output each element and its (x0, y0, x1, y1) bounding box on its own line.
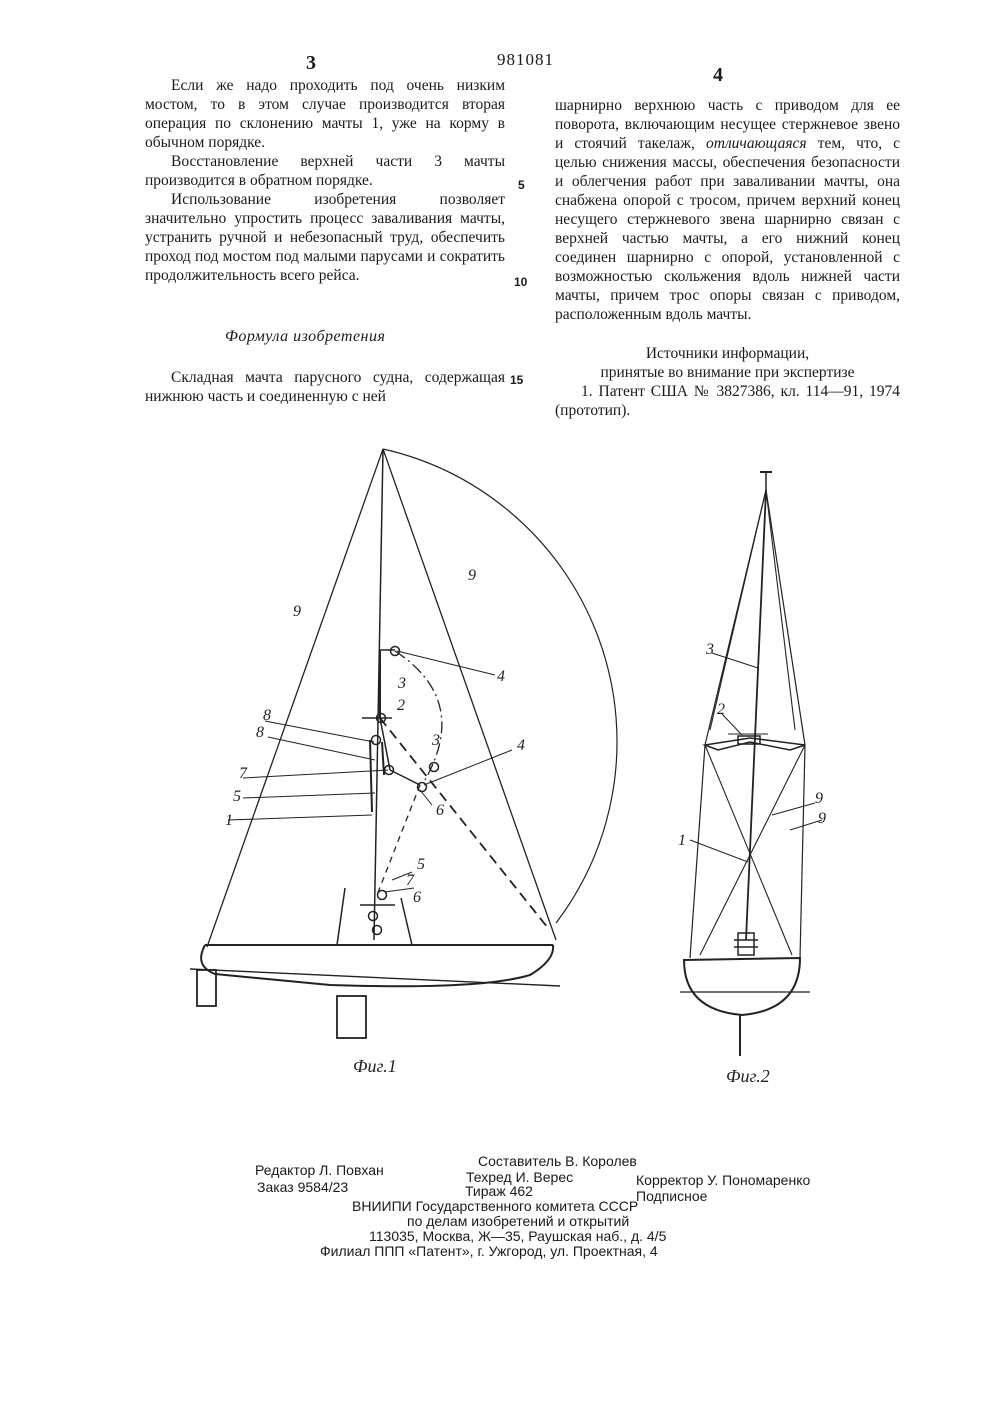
label-6: 6 (413, 889, 421, 906)
claims-continued (555, 96, 900, 324)
keel (337, 996, 366, 1038)
page-number-right: 4 (713, 64, 723, 86)
mast-line (374, 449, 383, 940)
slider-rail (370, 740, 372, 812)
figure-caption: Фиг.2 (726, 1066, 770, 1086)
sources-heading-line: Источники информации, (645, 345, 810, 362)
figure-2-labels (678, 641, 826, 1086)
step-block (738, 933, 754, 955)
label-9: 9 (293, 603, 301, 620)
label-8: 8 (256, 724, 264, 741)
label-8: 8 (263, 707, 271, 724)
label-5: 5 (233, 788, 241, 805)
leader (712, 653, 758, 668)
strut (380, 718, 390, 770)
label-2: 2 (717, 701, 725, 718)
corrector: Корректор У. Пономаренко (636, 1172, 811, 1188)
hinge (378, 891, 387, 900)
label-4: 4 (517, 737, 525, 754)
line-number: 10 (514, 275, 528, 289)
hinge (391, 647, 400, 656)
strut (390, 770, 420, 785)
hinge (377, 714, 386, 723)
subscription: Подписное (636, 1188, 708, 1204)
source-1: 1. Патент США № 3827386, кл. 114—91, 1974 (прототип). (555, 383, 900, 419)
paragraph: Складная мачта парусного судна, содержащая нижнюю часть и соединенную с ней (145, 369, 505, 405)
patent-number: 981081 (497, 50, 554, 69)
label-1: 1 (225, 812, 233, 829)
label-3: 3 (398, 675, 406, 692)
shroud (700, 745, 805, 955)
claims-text: тем, что, с целью снижения массы, обеспечения безопасности и облегчения работ при заваливании мачты, она снабжена опорой с тросом, причем верхний конец несущего стержневого звена шарнирно связан с верхней частью мачты, а его нижний конец соединен шарнирно с опорой, установленной с возможностью скольжения вдоль нижней части мачты, причем трос опоры связан с приводом, расположенным вдоль мачты. (555, 135, 901, 323)
label-5: 5 (417, 856, 425, 873)
paragraph: Использование изобретения позволяет значительно упростить процесс заваливания мачты, устранить ручной и небезопасный труд, обеспечить проход под мостом под малыми парусами и сократить продолжительность всего рейса. (145, 191, 505, 284)
leader (385, 888, 414, 892)
hull-section (684, 958, 800, 1015)
hinge (373, 926, 382, 935)
circulation: Тираж 462 (465, 1183, 533, 1199)
hinge (385, 766, 394, 775)
leader (397, 651, 495, 675)
leader (424, 750, 512, 785)
label-3: 3 (706, 641, 714, 658)
claims-text: шарнирно верхнюю часть с приводом для ее поворота, включающим несущее стержневое звено и стоячий такелаж, (555, 97, 900, 152)
order: Заказ 9584/23 (257, 1179, 349, 1195)
hinge-block (738, 736, 760, 744)
compiler: Составитель В. Королев (478, 1153, 637, 1169)
leader (243, 793, 375, 798)
motion-arc (395, 651, 442, 780)
hinge (430, 763, 439, 772)
leader (268, 737, 375, 760)
hinge (418, 783, 427, 792)
shroud (705, 490, 766, 745)
stay-line (383, 449, 556, 940)
sources-heading (555, 344, 900, 382)
leader (265, 721, 374, 742)
claims-start (145, 368, 505, 406)
shroud (800, 745, 805, 958)
left-column (145, 76, 505, 285)
label-3: 3 (432, 732, 440, 749)
shroud (690, 745, 705, 958)
org-address: 113035, Москва, Ж—35, Раушская наб., д. 4/5 (369, 1228, 667, 1244)
strut-dashed (377, 785, 420, 895)
right-column (555, 96, 900, 324)
slider-rail (382, 742, 384, 775)
line-number: 15 (510, 373, 524, 387)
hull (201, 945, 553, 986)
leader (690, 840, 748, 862)
line-number: 5 (518, 178, 525, 192)
spreader (705, 738, 805, 750)
lowered-mast-dashed (380, 718, 548, 928)
leader (772, 803, 815, 815)
label-9: 9 (468, 567, 476, 584)
rudder (197, 970, 216, 1006)
hinge (369, 912, 378, 921)
shroud (766, 490, 805, 745)
figure-1 (190, 449, 617, 1038)
mast-line (746, 490, 766, 940)
label-7: 7 (239, 765, 247, 782)
waterline (190, 969, 560, 986)
tech-editor: Техред И. Верес (466, 1169, 574, 1185)
label-6: 6 (436, 802, 444, 819)
figure-2 (680, 472, 822, 1056)
figure-caption: Фиг.1 (353, 1056, 397, 1076)
label-9: 9 (818, 810, 826, 827)
branch: Филиал ППП «Патент», г. Ужгород, ул. Проектная, 4 (320, 1243, 658, 1259)
shroud (710, 490, 766, 730)
label-1: 1 (678, 832, 686, 849)
shroud (766, 490, 795, 730)
leader (392, 872, 412, 880)
org-line: по делам изобретений и открытий (407, 1213, 630, 1229)
label-7: 7 (406, 872, 414, 889)
claims-heading: Формула изобретения (225, 328, 386, 345)
shroud (705, 745, 792, 955)
figure-1-labels (225, 567, 525, 1076)
leader (243, 770, 388, 778)
label-4: 4 (497, 668, 505, 685)
label-2: 2 (397, 697, 405, 714)
paragraph: Восстановление верхней части 3 мачты производится в обратном порядке. (145, 153, 505, 189)
sweep-arc (383, 449, 617, 923)
sources-heading-line: принятые во внимание при экспертизе (600, 364, 855, 381)
stay-line (207, 449, 383, 947)
page-number-left: 3 (306, 52, 316, 74)
leader (420, 790, 432, 805)
hinge (372, 736, 381, 745)
org-line: ВНИИПИ Государственного комитета СССР (352, 1198, 639, 1214)
editor: Редактор Л. Повхан (255, 1162, 384, 1178)
fitting (337, 888, 345, 945)
leader (790, 820, 822, 830)
leader (228, 815, 372, 820)
paragraph: Если же надо проходить под очень низким мостом, то в этом случае производится вторая операция по склонению мачты 1, уже на корму в обычном порядке. (145, 77, 505, 151)
fitting (401, 898, 412, 945)
source-entry (555, 382, 900, 420)
label-9: 9 (815, 790, 823, 807)
leader (722, 714, 742, 735)
claims-emphasis: отличающаяся (705, 135, 807, 152)
